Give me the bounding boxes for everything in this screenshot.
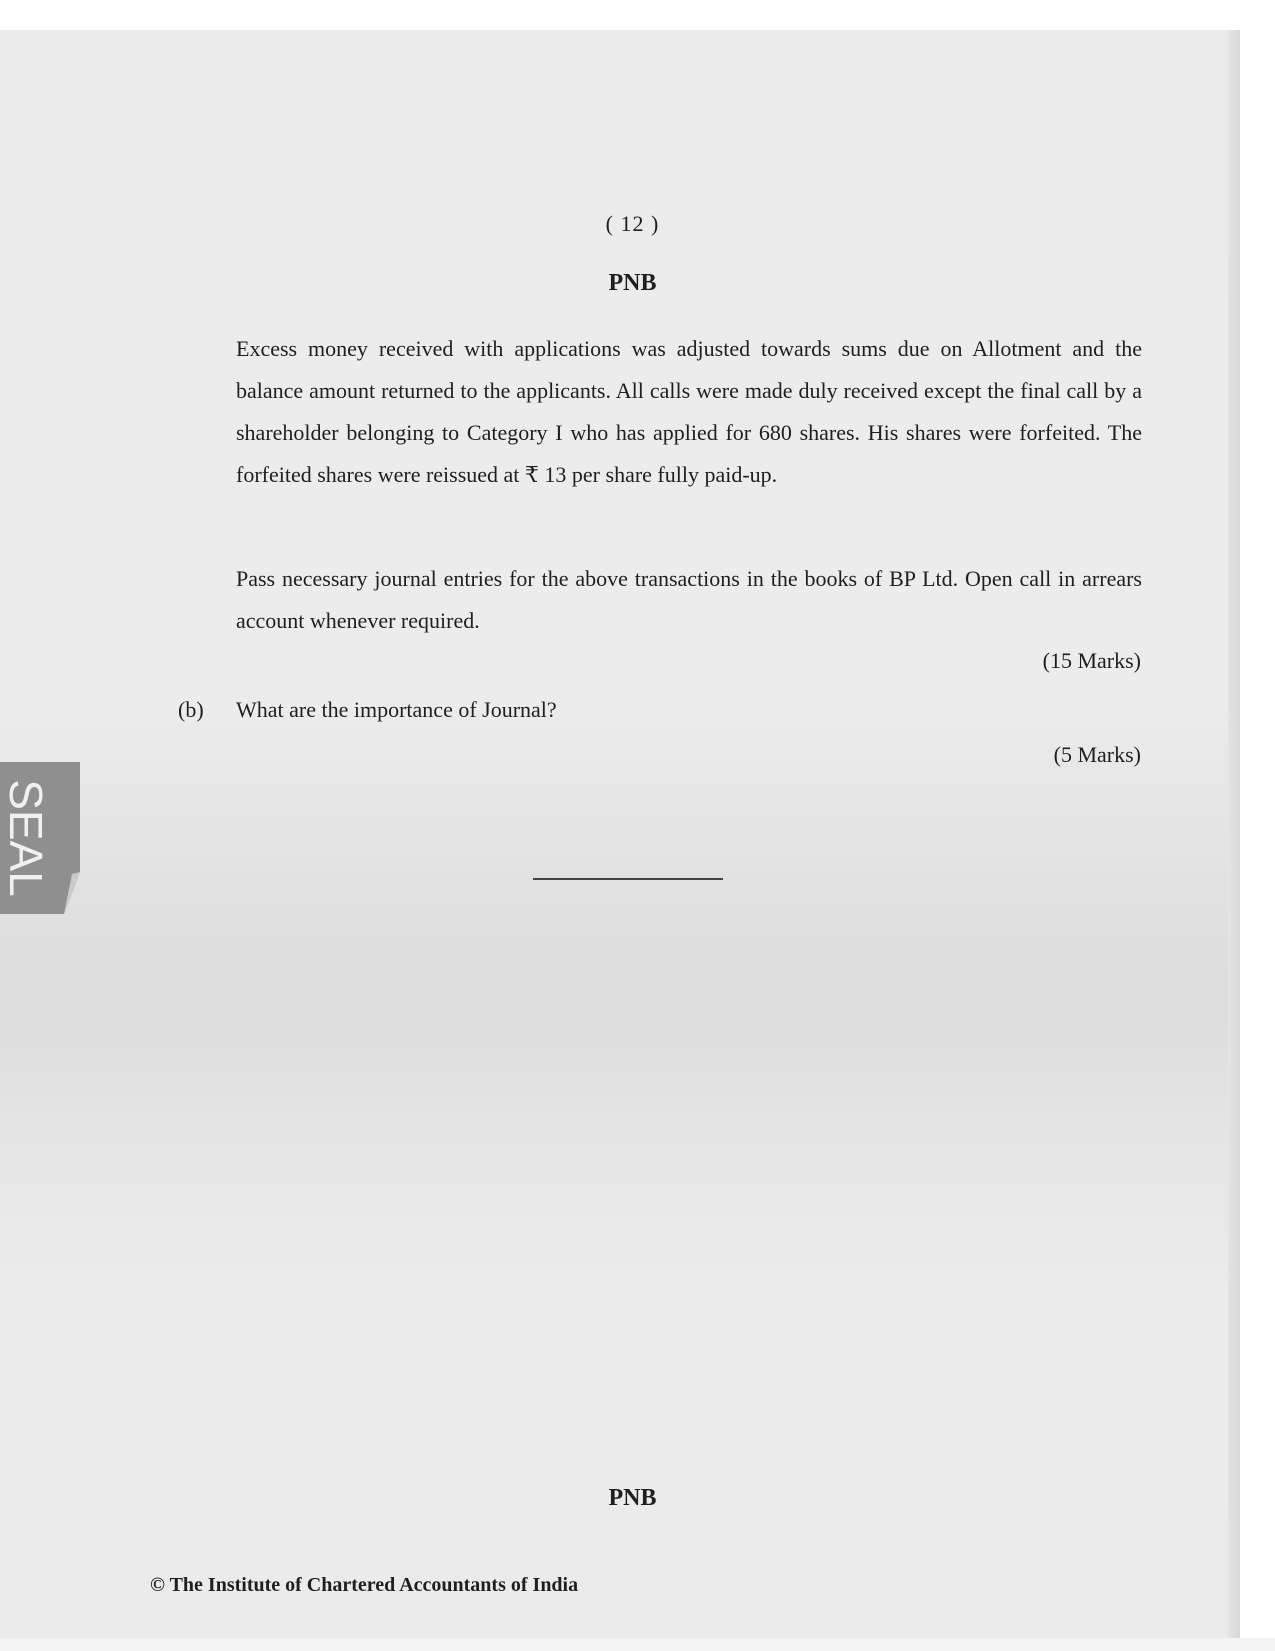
paper-code-header: PNB bbox=[608, 270, 657, 296]
paper-code-footer: PNB bbox=[608, 1485, 657, 1511]
seal-text: SEAL bbox=[0, 779, 52, 897]
seal-sticker-icon bbox=[0, 762, 80, 914]
question-a-marks: (15 Marks) bbox=[1042, 648, 1141, 673]
question-b-label: (b) bbox=[178, 697, 204, 722]
scan-bottom-margin bbox=[0, 1638, 1275, 1651]
copyright-notice: © The Institute of Chartered Accountants of India bbox=[150, 1574, 579, 1596]
question-b-marks: (5 Marks) bbox=[1053, 742, 1141, 767]
question-a-paragraph-2: Pass necessary journal entries for the above transactions in the books of BP Ltd. Open call in arrears account whenever required. bbox=[236, 566, 1142, 633]
question-a-paragraph-1: Excess money received with applications was adjusted towards sums due on Allotment and the balance amount returned to the applicants. All calls were made duly received except the final call by a shareholder belonging to Category I who has applied for 680 shares. His shares were forfeited. The forfeited shares were reissued at ₹ 13 per share fully paid-up. bbox=[236, 336, 1142, 487]
question-b-text: What are the importance of Journal? bbox=[236, 697, 557, 722]
end-of-question-rule bbox=[533, 878, 723, 880]
scan-top-margin bbox=[0, 0, 1275, 30]
page-number: ( 12 ) bbox=[605, 211, 660, 236]
